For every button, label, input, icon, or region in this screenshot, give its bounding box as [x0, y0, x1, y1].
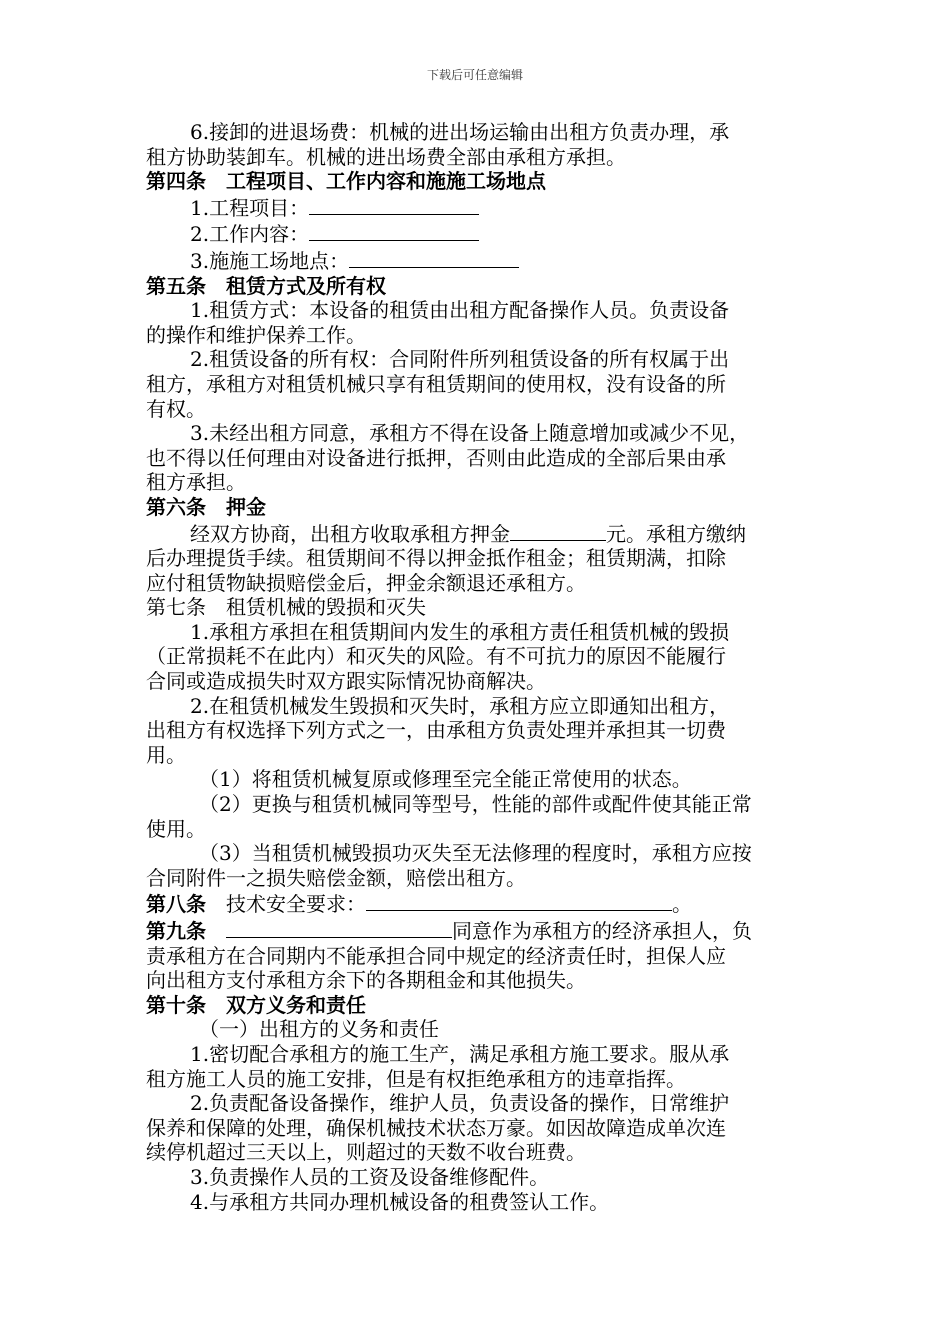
line-text: （1）将租赁机械复原或修理至完全能正常使用的状态。 — [199, 767, 692, 792]
text-line — [146, 743, 806, 768]
line-text: 有权。 — [146, 396, 206, 421]
line-text — [206, 919, 226, 943]
line-text-after-blank: 同意作为承租方的经济承担人，负 — [452, 919, 752, 943]
text-line — [146, 397, 806, 422]
fill-in-blank[interactable] — [349, 247, 519, 268]
text-line — [146, 1017, 806, 1042]
line-text: 出租方有权选择下列方式之一，由承租方负责处理并承担其一切费 — [146, 718, 726, 743]
line-text: （3）当租赁机械毁损功灭失至无法修理的程度时，承租方应按 — [199, 841, 752, 866]
line-text: 的操作和维护保养工作。 — [146, 322, 366, 347]
page-header: 下载后可任意编辑 — [426, 68, 523, 82]
text-line — [146, 841, 806, 866]
text-line — [146, 968, 806, 993]
document-body — [146, 120, 806, 1214]
text-line — [146, 372, 806, 397]
fill-in-blank[interactable] — [510, 520, 606, 541]
text-line — [146, 520, 806, 547]
text-line — [146, 644, 806, 669]
text-line — [146, 446, 806, 471]
text-line — [146, 298, 806, 323]
text-line — [146, 1116, 806, 1141]
line-text: 责承租方在合同期内不能承担合同中规定的经济责任时，担保人应 — [146, 943, 726, 968]
line-text: 第六条 押金 — [146, 494, 266, 519]
line-text: 1.租赁方式：本设备的租赁由出租方配备操作人员。负责设备 — [190, 298, 730, 323]
text-line — [146, 274, 806, 299]
line-text: 租方，承租方对租赁机械只享有租赁期间的使用权，没有设备的所 — [146, 371, 726, 396]
text-line — [146, 421, 806, 446]
line-text: 合同或造成损失时双方跟实际情况协商解决。 — [146, 669, 546, 694]
text-line — [146, 917, 806, 944]
line-text: 第七条 租赁机械的毁损和灭失 — [146, 595, 426, 620]
line-text: （2）更换与租赁机械同等型号，性能的部件或配件使其能正常 — [199, 792, 752, 817]
line-text: （一）出租方的义务和责任 — [199, 1017, 439, 1042]
line-text: 也不得以任何理由对设备进行抵押，否则由此造成的全部后果由承 — [146, 445, 726, 470]
text-line — [146, 1165, 806, 1190]
line-text: 第四条 工程项目、工作内容和施施工场地点 — [146, 169, 546, 194]
line-text: 租方承担。 — [146, 470, 246, 495]
line-text: 合同附件一之损失赔偿金额，赔偿出租方。 — [146, 865, 526, 890]
text-line — [146, 120, 806, 145]
text-line — [146, 1042, 806, 1067]
line-text: 后办理提货手续。租赁期间不得以押金抵作租金；租赁期满，扣除 — [146, 546, 726, 571]
line-text: 使用。 — [146, 816, 206, 841]
line-text: 续停机超过三天以上，则超过的天数不收台班费。 — [146, 1140, 586, 1165]
article-number: 第八条 — [146, 892, 206, 917]
line-text: 3.施施工场地点： — [190, 248, 350, 273]
text-line — [146, 866, 806, 891]
line-text: 4.与承租方共同办理机械设备的租费签认工作。 — [190, 1189, 610, 1214]
line-text: 向出租方支付承租方余下的各期租金和其他损失。 — [146, 968, 586, 993]
line-text: 3.负责操作人员的工资及设备维修配件。 — [190, 1164, 550, 1189]
text-line — [146, 495, 806, 520]
line-text: 租方施工人员的施工安排，但是有权拒绝承租方的违章指挥。 — [146, 1066, 686, 1091]
fill-in-blank[interactable] — [309, 220, 479, 241]
line-text: 1.工程项目： — [190, 195, 310, 220]
line-text: 6.接卸的进退场费：机械的进出场运输由出租方负责办理，承 — [190, 120, 730, 144]
text-line — [146, 1140, 806, 1165]
text-line — [146, 767, 806, 792]
text-line — [146, 1067, 806, 1092]
text-line — [146, 323, 806, 348]
text-line — [146, 546, 806, 571]
text-line — [146, 620, 806, 645]
text-line — [146, 669, 806, 694]
text-line — [146, 571, 806, 596]
line-text: 应付租赁物缺损赔偿金后，押金余额退还承租方。 — [146, 570, 586, 595]
text-line — [146, 470, 806, 495]
line-text-after-blank: 元。承租方缴纳 — [606, 521, 746, 546]
text-line — [146, 194, 806, 221]
line-text: 1.承租方承担在租赁期间内发生的承租方责任租赁机械的毁损 — [190, 619, 730, 644]
fill-in-blank[interactable] — [309, 194, 479, 215]
text-line — [146, 347, 806, 372]
article-number: 第九条 — [146, 919, 206, 943]
text-line — [146, 595, 806, 620]
text-line — [146, 817, 806, 842]
line-text: 第五条 租赁方式及所有权 — [146, 273, 386, 298]
line-text: 保养和保障的处理，确保机械技术状态万豪。如因故障造成单次连 — [146, 1115, 726, 1140]
fill-in-blank[interactable] — [226, 917, 452, 938]
fill-in-blank[interactable] — [366, 890, 672, 911]
text-line — [146, 220, 806, 247]
line-text: 用。 — [146, 742, 186, 767]
text-line — [146, 718, 806, 743]
text-line — [146, 145, 806, 170]
text-line — [146, 1190, 806, 1215]
line-text: 租方协助装卸车。机械的进出场费全部由承租方承担。 — [146, 144, 626, 169]
line-text: 技术安全要求： — [206, 892, 366, 917]
line-text: 经双方协商，出租方收取承租方押金 — [190, 521, 510, 546]
line-text: 2.在租赁机械发生毁损和灭失时，承租方应立即通知出租方， — [190, 693, 730, 718]
text-line — [146, 944, 806, 969]
line-text: 2.负责配备设备操作，维护人员，负责设备的操作，日常维护 — [190, 1091, 730, 1116]
line-text-after-blank: 。 — [672, 892, 692, 917]
line-text: 2.租赁设备的所有权：合同附件所列租赁设备的所有权属于出 — [190, 347, 730, 372]
line-text: 3.未经出租方同意，承租方不得在设备上随意增加或减少不见， — [190, 421, 750, 446]
text-line — [146, 993, 806, 1018]
line-text: 2.工作内容： — [190, 222, 310, 247]
text-line — [146, 792, 806, 817]
line-text: （正常损耗不在此内）和灭失的风险。有不可抗力的原因不能履行 — [146, 644, 726, 669]
line-text: 第十条 双方义务和责任 — [146, 992, 366, 1017]
line-text: 1.密切配合承租方的施工生产，满足承租方施工要求。服从承 — [190, 1041, 730, 1066]
text-line — [146, 247, 806, 274]
text-line — [146, 890, 806, 917]
text-line — [146, 169, 806, 194]
text-line — [146, 1091, 806, 1116]
text-line — [146, 694, 806, 719]
